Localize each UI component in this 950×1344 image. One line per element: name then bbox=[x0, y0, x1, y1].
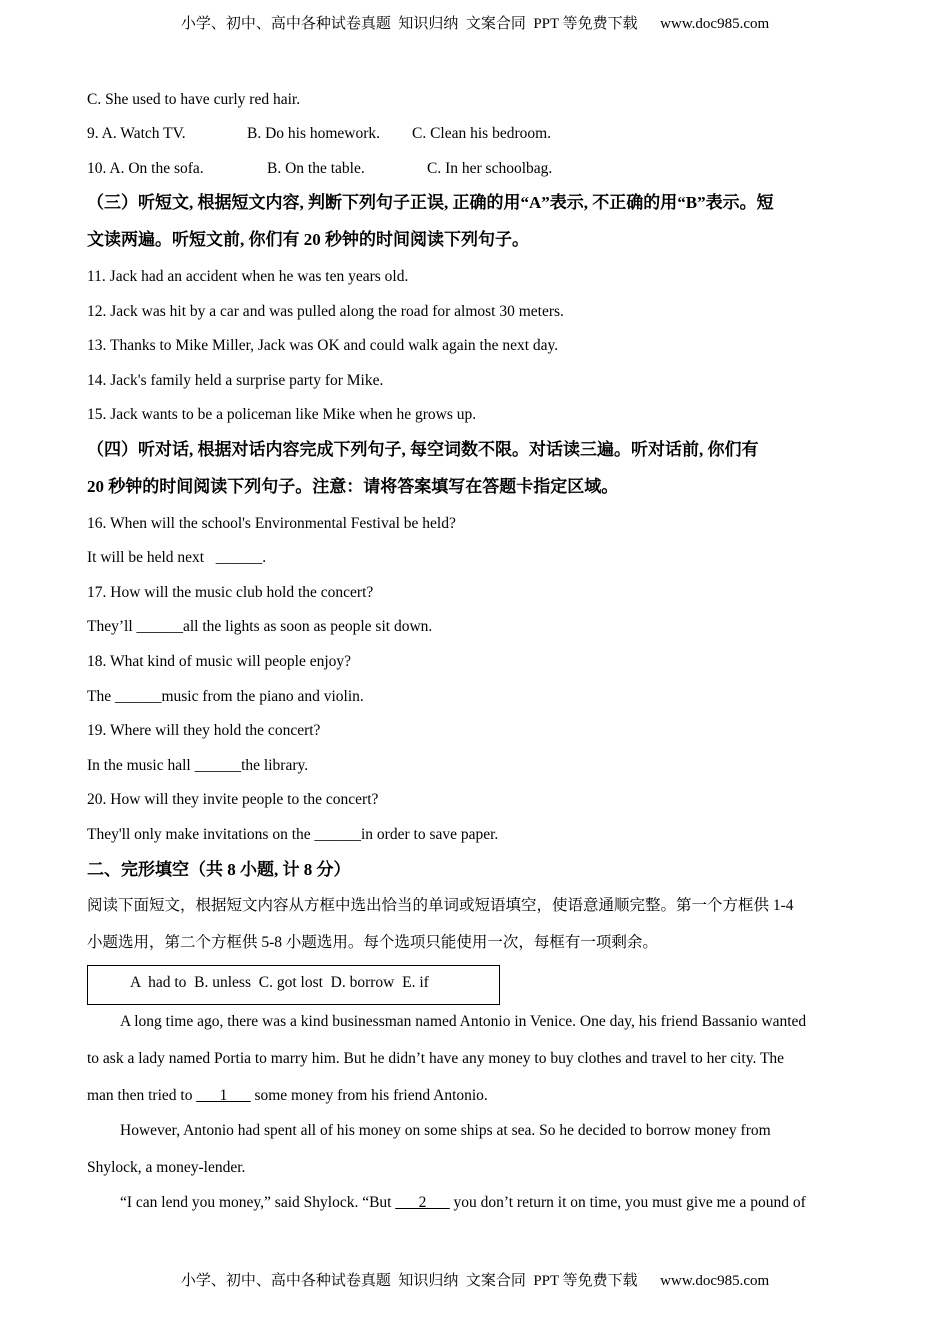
passage-line: to ask a lady named Portia to marry him. But he didn’t have any money to buy clothes and travel to her city. The bbox=[87, 1050, 785, 1067]
word-box-options: A had to B. unless C. got lost D. borrow E. if bbox=[130, 974, 429, 991]
instructions: 小题选用，第二个方框供 5-8 小题选用。每个选项只能使用一次，每框有一项剩余。 bbox=[87, 934, 658, 951]
page-footer: 小学、初中、高中各种试卷真题 知识归纳 文案合同 PPT 等免费下载 www.doc985.com bbox=[180, 1273, 770, 1289]
blank-1: ___1___ bbox=[196, 1087, 251, 1104]
option-line: C. She used to have curly red hair. bbox=[87, 91, 301, 108]
passage-text: man then tried to bbox=[87, 1087, 197, 1104]
passage-line bbox=[120, 1193, 806, 1213]
answer-line: It will be held next ______. bbox=[87, 549, 267, 566]
word-box bbox=[87, 965, 500, 1005]
option-q10b: B. On the table. bbox=[267, 160, 365, 177]
answer-line: They'll only make invitations on the ______in order to save paper. bbox=[87, 826, 499, 843]
passage-line: Shylock, a money-lender. bbox=[87, 1159, 246, 1176]
question: 13. Thanks to Mike Miller, Jack was OK and could walk again the next day. bbox=[87, 337, 559, 354]
instructions: 阅读下面短文，根据短文内容从方框中选出恰当的单词或短语填空，使语意通顺完整。第一个方框供 1-4 bbox=[87, 897, 794, 914]
option-q9c: C. Clean his bedroom. bbox=[412, 125, 552, 142]
section-heading: 文读两遍。听短文前, 你们有 20 秒钟的时间阅读下列句子。 bbox=[87, 230, 529, 249]
option-q10c: C. In her schoolbag. bbox=[427, 160, 553, 177]
question: 16. When will the school's Environmental Festival be held? bbox=[87, 515, 456, 532]
section-heading: （三）听短文, 根据短文内容, 判断下列句子正误, 正确的用“A”表示, 不正确的用“B”表示。短 bbox=[87, 193, 774, 212]
section-heading: 20 秒钟的时间阅读下列句子。注意：请将答案填写在答题卡指定区域。 bbox=[87, 477, 619, 496]
page-header: 小学、初中、高中各种试卷真题 知识归纳 文案合同 PPT 等免费下载 www.doc985.com bbox=[180, 16, 770, 32]
question: 20. How will they invite people to the concert? bbox=[87, 791, 379, 808]
answer-line: In the music hall ______the library. bbox=[87, 757, 309, 774]
passage-text: some money from his friend Antonio. bbox=[250, 1087, 488, 1104]
answer-line: The ______music from the piano and violin. bbox=[87, 688, 364, 705]
question: 19. Where will they hold the concert? bbox=[87, 722, 321, 739]
question: 14. Jack's family held a surprise party for Mike. bbox=[87, 372, 384, 389]
option-q10a: 10. A. On the sofa. bbox=[87, 160, 204, 177]
question: 12. Jack was hit by a car and was pulled along the road for almost 30 meters. bbox=[87, 303, 564, 320]
question: 17. How will the music club hold the concert? bbox=[87, 584, 374, 601]
passage-line bbox=[87, 1086, 488, 1106]
answer-line: They’ll ______all the lights as soon as people sit down. bbox=[87, 618, 433, 635]
passage-line: However, Antonio had spent all of his money on some ships at sea. So he decided to borrow money from bbox=[120, 1122, 771, 1139]
question: 11. Jack had an accident when he was ten years old. bbox=[87, 268, 409, 285]
option-q9a: 9. A. Watch TV. bbox=[87, 125, 186, 142]
passage-text: you don’t return it on time, you must give me a pound of bbox=[449, 1194, 806, 1211]
option-q9b: B. Do his homework. bbox=[247, 125, 381, 142]
section-heading: （四）听对话, 根据对话内容完成下列句子, 每空词数不限。对话读三遍。听对话前, 你们有 bbox=[87, 440, 759, 459]
question: 15. Jack wants to be a policeman like Mike when he grows up. bbox=[87, 406, 477, 423]
passage-line: A long time ago, there was a kind businessman named Antonio in Venice. One day, his friend Bassanio wanted bbox=[120, 1013, 807, 1030]
part-heading: 二、完形填空（共 8 小题, 计 8 分） bbox=[87, 860, 351, 879]
passage-text: “I can lend you money,” said Shylock. “But bbox=[120, 1194, 396, 1211]
blank-2: ___2___ bbox=[395, 1194, 450, 1211]
question: 18. What kind of music will people enjoy? bbox=[87, 653, 352, 670]
